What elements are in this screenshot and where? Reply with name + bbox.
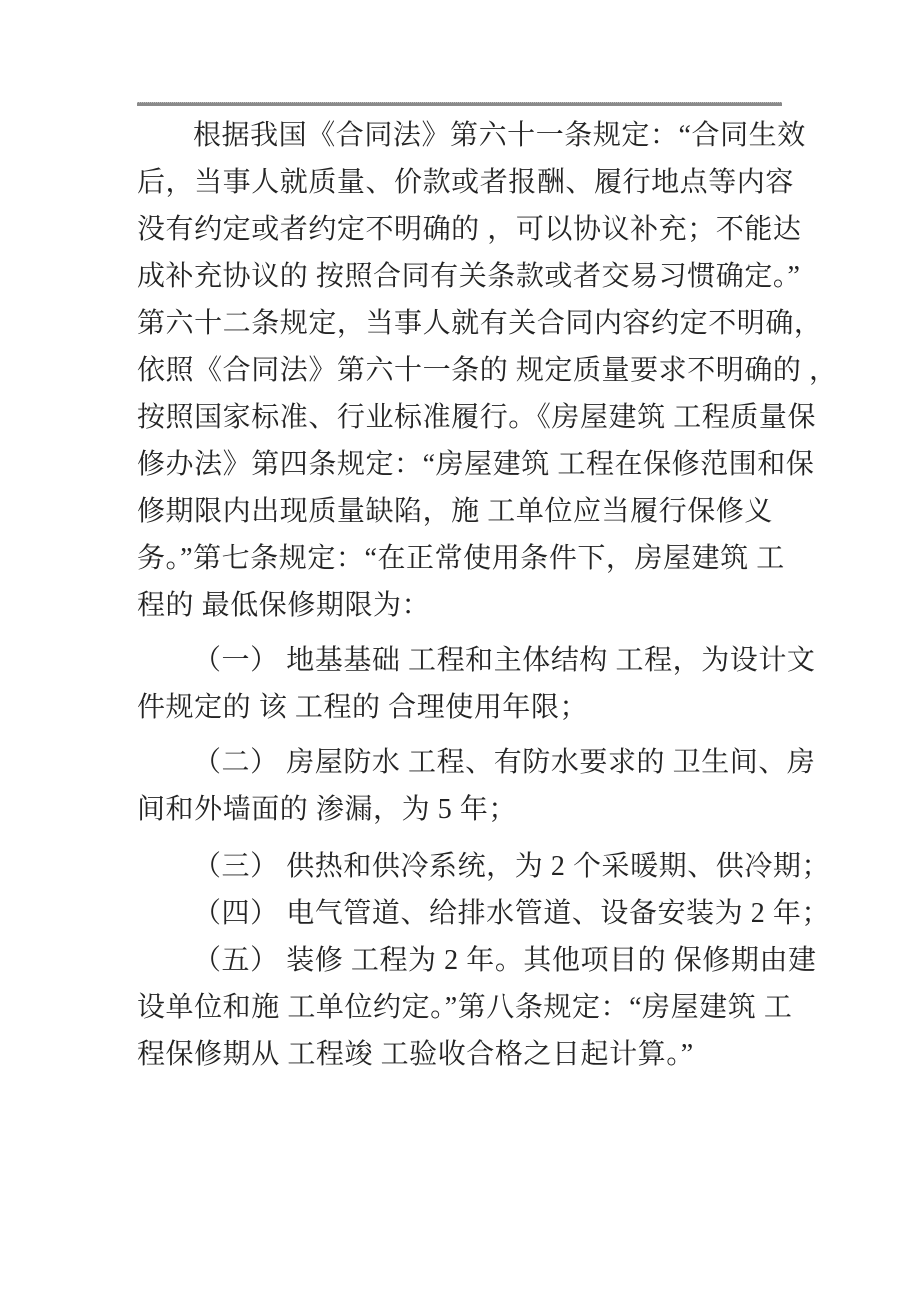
text-line: 第六十二条规定，当事人就有关合同内容约定不明确， [137, 308, 823, 339]
text-line: 依照《合同法》第六十一条的 规定质量要求不明确的 ， [137, 355, 838, 386]
text-line: 根据我国《合同法》第六十一条规定：“合同生效 [193, 120, 806, 151]
text-line: 设单位和施 工单位约定。”第八条规定：“房屋建筑 工 [137, 992, 793, 1023]
text-line: （三） 供热和供冷系统，为 2 个采暖期、供冷期； [193, 851, 831, 882]
text-line: 后，当事人就质量、价款或者报酬、履行地点等内容 [137, 167, 794, 198]
text-line: （一） 地基基础 工程和主体结构 工程，为设计文 [193, 645, 816, 676]
paragraph-item-3 [137, 843, 831, 890]
text-line: 务。”第七条规定：“在正常使用条件下，房屋建筑 工 [137, 543, 785, 574]
text-line: 程保修期从 工程竣 工验收合格之日起计算。” [137, 1039, 694, 1070]
paragraph-intro [137, 112, 838, 629]
paragraph-item-5 [137, 937, 817, 1078]
document-body [137, 102, 838, 1078]
text-line: 按照国家标准、行业标准履行。《房屋建筑 工程质量保 [137, 402, 817, 433]
text-line: 件规定的 该 工程的 合理使用年限； [137, 692, 589, 723]
text-line: （四） 电气管道、给排水管道、设备安装为 2 年； [193, 898, 831, 929]
text-line: 成补充协议的 按照合同有关条款或者交易习惯确定。” [137, 261, 801, 292]
text-line: （二） 房屋防水 工程、有防水要求的 卫生间、房 [193, 747, 816, 778]
text-line: （五） 装修 工程为 2 年。其他项目的 保修期由建 [193, 945, 817, 976]
paragraph-item-4 [137, 890, 831, 937]
header-separator-line [137, 102, 782, 106]
text-line: 修办法》第四条规定：“房屋建筑 工程在保修范围和保 [137, 449, 815, 480]
paragraph-item-1 [137, 637, 817, 731]
text-line: 程的 最低保修期限为： [137, 590, 431, 621]
text-line: 修期限内出现质量缺陷，施 工单位应当履行保修义 [137, 496, 773, 527]
text-line: 没有约定或者约定不明确的 ，可以协议补充；不能达 [137, 214, 802, 245]
paragraph-item-2 [137, 739, 817, 833]
text-line: 间和外墙面的 渗漏，为 5 年； [137, 794, 517, 825]
